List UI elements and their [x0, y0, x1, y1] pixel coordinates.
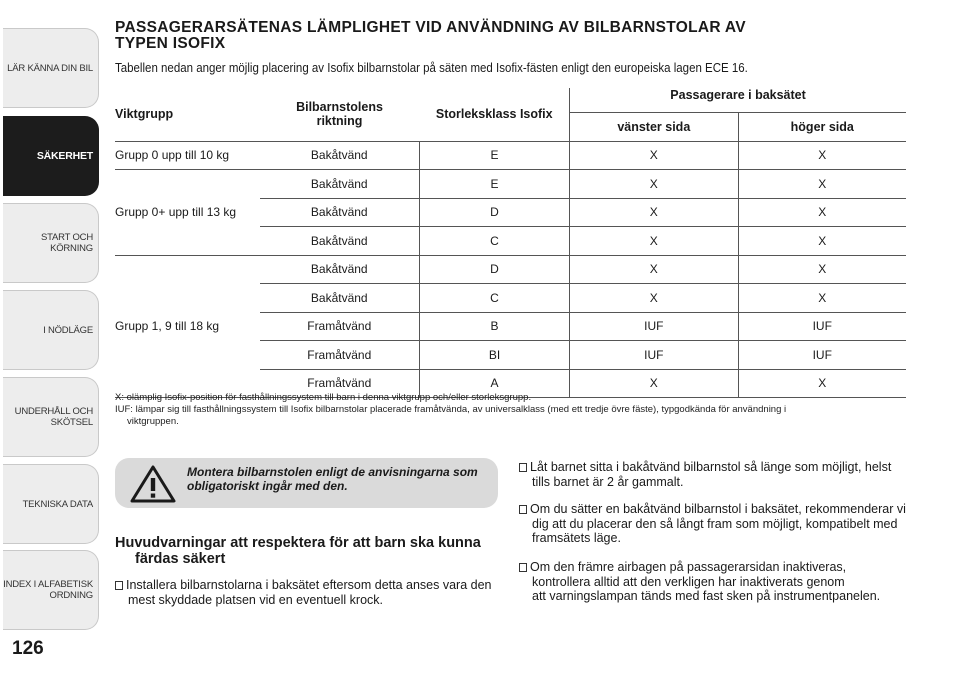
warning-triangle-icon	[129, 464, 177, 504]
main-content	[115, 19, 907, 607]
cell-vanster: X	[570, 227, 738, 256]
cell-riktning: Bakåtvänd	[260, 227, 420, 256]
cell-hoger: X	[738, 198, 906, 227]
cell-hoger: IUF	[738, 312, 906, 341]
cell-klass: C	[419, 284, 569, 313]
isofix-table	[115, 88, 906, 398]
cell-klass: D	[419, 255, 569, 284]
warning-text: Montera bilbarnstolen enligt de anvisningarna som obligatoriskt ingår med den.	[187, 465, 478, 493]
checkbox-bullet-icon	[115, 581, 123, 590]
header-viktgrupp: Viktgrupp	[115, 88, 260, 141]
table-notes	[115, 392, 907, 428]
tab-underhall-och-skotsel[interactable]: UNDERHÅLL OCH SKÖTSEL	[3, 377, 99, 457]
header-hoger: höger sida	[738, 113, 906, 142]
tab-index[interactable]: INDEX I ALFABETISK ORDNING	[3, 550, 99, 630]
section-title: PASSAGERARSÄTENAS LÄMPLIGHET VID ANVÄNDNING AV BILBARNSTOLAR AV TYPEN ISOFIX	[115, 19, 746, 52]
bullet-item: Låt barnet sitta i bakåtvänd bilbarnstol så länge som möjligt, helst tills barnet är 2 år gammalt.	[519, 460, 909, 489]
cell-riktning: Framåtvänd	[260, 369, 420, 398]
checkbox-bullet-icon	[519, 563, 527, 572]
cell-klass: E	[419, 170, 569, 199]
bullet-item: Installera bilbarnstolarna i baksätet eftersom detta anses vara den mest skyddade platsen vid en eventuell krock.	[115, 578, 495, 607]
cell-riktning: Bakåtvänd	[260, 141, 420, 170]
cell-vanster: X	[570, 198, 738, 227]
cell-riktning: Framåtvänd	[260, 312, 420, 341]
table-row	[115, 170, 906, 199]
table-row	[115, 141, 906, 170]
cell-hoger: X	[738, 170, 906, 199]
cell-riktning: Bakåtvänd	[260, 170, 420, 199]
cell-hoger: IUF	[738, 341, 906, 370]
cell-hoger: X	[738, 369, 906, 398]
header-storleksklass: Storleksklass Isofix	[419, 88, 569, 141]
cell-klass: A	[419, 369, 569, 398]
header-passagerare: Passagerare i baksätet	[570, 88, 906, 113]
tab-start-och-korning[interactable]: START OCH KÖRNING	[3, 203, 99, 283]
cell-vanster: X	[570, 284, 738, 313]
tab-tekniska-data[interactable]: TEKNISKA DATA	[3, 464, 99, 544]
header-vanster: vänster sida	[570, 113, 738, 142]
cell-riktning: Bakåtvänd	[260, 198, 420, 227]
cell-hoger: X	[738, 141, 906, 170]
cell-vanster: IUF	[570, 312, 738, 341]
cell-klass: C	[419, 227, 569, 256]
cell-vanster: X	[570, 369, 738, 398]
tab-sakerhet[interactable]: SÄKERHET	[3, 116, 99, 196]
group-label: Grupp 0+ upp till 13 kg	[115, 170, 260, 256]
cell-klass: E	[419, 141, 569, 170]
warning-box	[115, 458, 498, 508]
cell-hoger: X	[738, 255, 906, 284]
tab-lar-kanna-din-bil[interactable]: LÄR KÄNNA DIN BIL	[3, 28, 99, 108]
note-x: X: olämplig Isofix-position för fasthållningssystem till barn i denna viktgrupp och/eller storleksgrupp.	[115, 392, 532, 403]
checkbox-bullet-icon	[519, 505, 527, 514]
cell-vanster: X	[570, 255, 738, 284]
cell-vanster: IUF	[570, 341, 738, 370]
subheading: Huvudvarningar att respektera för att barn ska kunna färdas säkert	[115, 535, 481, 567]
group-label: Grupp 0 upp till 10 kg	[115, 141, 260, 170]
cell-klass: D	[419, 198, 569, 227]
note-iuf: IUF: lämpar sig till fasthållningssystem till Isofix bilbarnstolar placerade framåtvända, av universalklass (med ett tredje övre fäste), typgodkända för användning i	[115, 404, 787, 415]
page-number: 126	[12, 638, 44, 659]
cell-vanster: X	[570, 170, 738, 199]
cell-vanster: X	[570, 141, 738, 170]
cell-klass: BI	[419, 341, 569, 370]
cell-klass: B	[419, 312, 569, 341]
cell-hoger: X	[738, 227, 906, 256]
cell-hoger: X	[738, 284, 906, 313]
table-row	[115, 255, 906, 284]
checkbox-bullet-icon	[519, 463, 527, 472]
note-iuf-cont: viktgruppen.	[127, 416, 179, 427]
bullet-item: Om den främre airbagen på passagerarsidan inaktiveras, kontrollera alltid att den verkligen har inaktiverats genom att varningslampan tänds med fast sken på instrumentpanelen.	[519, 560, 911, 604]
bullet-item: Om du sätter en bakåtvänd bilbarnstol i baksätet, rekommenderar vi dig att du placerar den så långt fram som möjligt, kompatibelt med framsätets läge.	[519, 502, 911, 546]
header-riktning: Bilbarnstolens riktning	[260, 88, 420, 141]
cell-riktning: Bakåtvänd	[260, 284, 420, 313]
group-label: Grupp 1, 9 till 18 kg	[115, 255, 260, 398]
intro-text: Tabellen nedan anger möjlig placering av Isofix bilbarnstolar på säten med Isofix-fästen enligt den europeiska lagen ECE 16.	[115, 61, 748, 75]
cell-riktning: Framåtvänd	[260, 341, 420, 370]
cell-riktning: Bakåtvänd	[260, 255, 420, 284]
tab-i-nodlage[interactable]: I NÖDLÄGE	[3, 290, 99, 370]
